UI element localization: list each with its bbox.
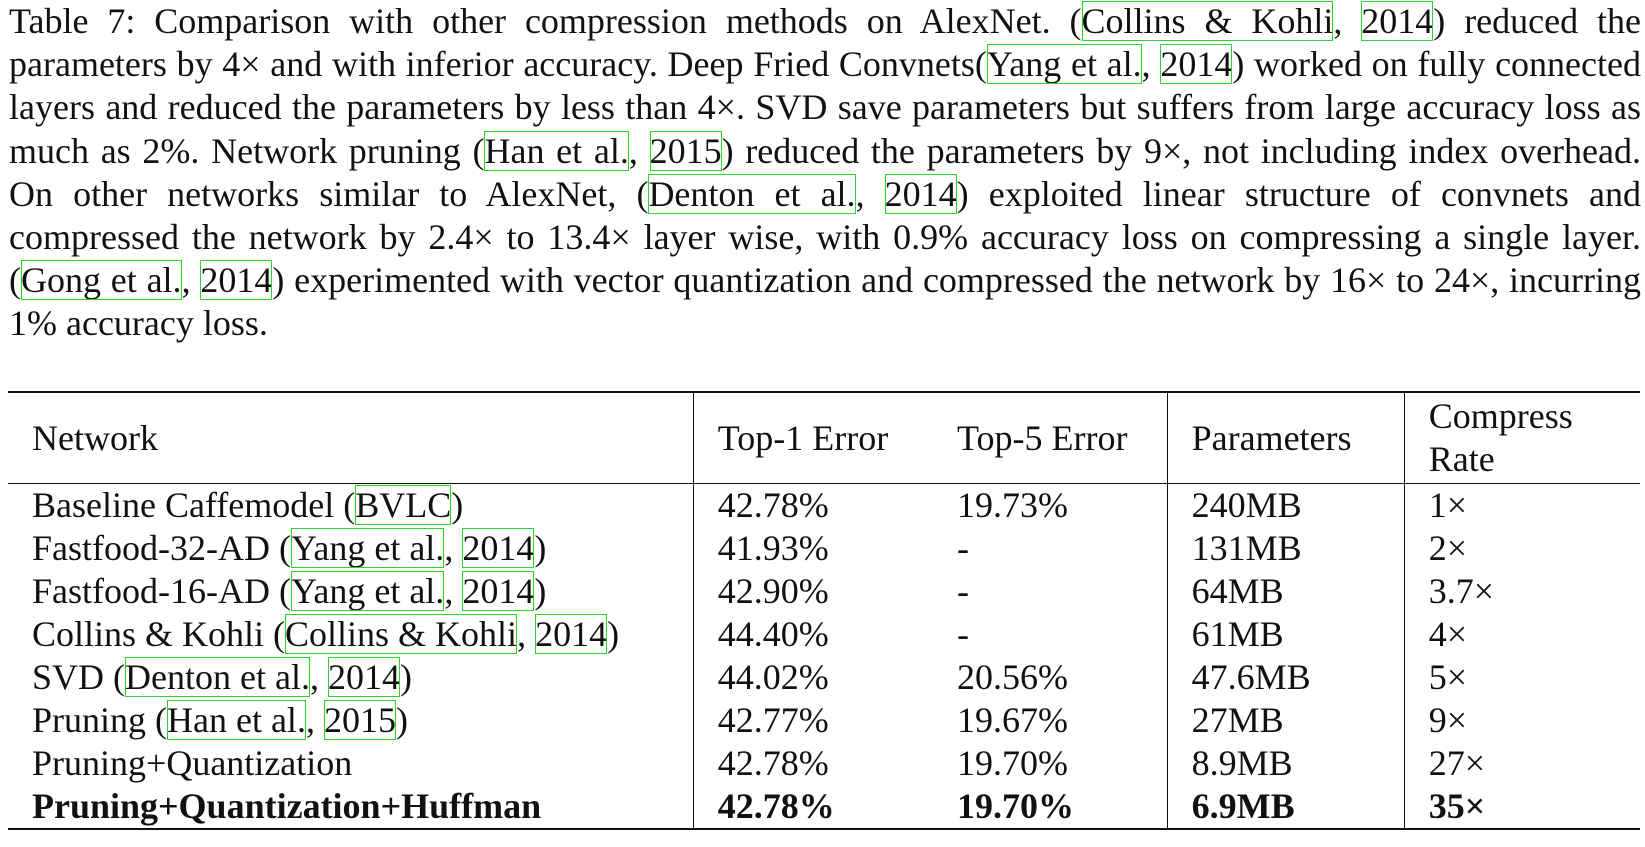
citation-link[interactable]: Han et al. <box>484 130 629 171</box>
header-network: Network <box>8 392 693 484</box>
citation-separator: , <box>444 571 463 611</box>
header-parameters: Parameters <box>1167 392 1404 484</box>
header-compress-rate-line1: Compress <box>1428 396 1573 436</box>
cell-top1: 42.78% <box>717 786 835 826</box>
cell-params: 6.9MB <box>1167 785 1404 829</box>
citation-link[interactable]: 2015 <box>649 130 722 171</box>
cell-rate: 35× <box>1428 786 1486 826</box>
caption-text: ) reduced the parameters by 9×, not including index overhead. On other networks similar to AlexNet, ( <box>9 130 1642 214</box>
citation-link[interactable]: Collins & Kohli <box>285 614 518 654</box>
citation-link[interactable]: 2014 <box>462 571 535 611</box>
table-row <box>8 527 1640 570</box>
network-name: Pruning ( <box>32 700 167 740</box>
citation-link[interactable]: 2014 <box>462 528 535 568</box>
network-close: ) <box>451 485 464 525</box>
citation-separator: , <box>444 528 463 568</box>
citation-link[interactable]: 2014 <box>200 260 273 301</box>
cell-top5: 20.56% <box>933 656 1167 699</box>
network-name: Pruning+Quantization+Huffman <box>32 786 542 826</box>
citation-link[interactable]: 2014 <box>1361 1 1434 41</box>
caption-text: , <box>628 130 650 171</box>
caption-text: Table 7: Comparison with other compression methods on AlexNet. ( <box>9 1 1082 41</box>
cell-network <box>8 570 693 613</box>
cell-rate: 3.7× <box>1428 571 1495 611</box>
citation-link[interactable]: Denton et al. <box>648 173 856 214</box>
citation-link[interactable]: Han et al. <box>167 700 306 740</box>
network-close: ) <box>607 614 620 654</box>
cell-top5: - <box>933 527 1167 570</box>
network-name: SVD ( <box>32 657 126 697</box>
caption-text: ) exploited linear structure of convnets and compressed the network by 2.4× to 13.4× layer wise, with 0.9% accuracy loss on compressing a single layer. ( <box>9 173 1641 301</box>
cell-top1: 42.78% <box>717 743 829 783</box>
table-row <box>8 742 1640 785</box>
network-close: ) <box>534 528 547 568</box>
cell-params: 131MB <box>1167 527 1404 570</box>
caption-text: ) reduced the parameters by 4× and with inferior accuracy. Deep Fried Convnets( <box>9 1 1642 85</box>
cell-top1: 44.02% <box>717 657 829 697</box>
cell-top1: 42.77% <box>717 700 829 740</box>
cell-top1: 44.40% <box>717 614 829 654</box>
citation-link[interactable]: Denton et al. <box>125 657 310 697</box>
cell-rate: 4× <box>1428 614 1468 654</box>
cell-network <box>8 613 693 656</box>
network-name: Fastfood-16-AD ( <box>32 571 291 611</box>
cell-rate: 5× <box>1428 657 1468 697</box>
cell-rate: 9× <box>1428 700 1468 740</box>
network-name: Collins & Kohli ( <box>32 614 286 654</box>
citation-link[interactable]: 2014 <box>327 657 400 697</box>
citation-separator: , <box>305 700 324 740</box>
cell-network <box>8 484 693 528</box>
caption-text: ) worked on fully connected layers and reduced the parameters by less than 4×. SVD save parameters but suffers from large accuracy loss as much as 2%. Network pruning ( <box>9 44 1641 171</box>
network-close: ) <box>395 700 408 740</box>
cell-params: 64MB <box>1167 570 1404 613</box>
table-row <box>8 699 1640 742</box>
citation-link[interactable]: Yang et al. <box>290 528 445 568</box>
cell-top1: 42.90% <box>717 571 829 611</box>
cell-top5: 19.67% <box>933 699 1167 742</box>
network-close: ) <box>534 571 547 611</box>
cell-top5: 19.70% <box>933 785 1167 829</box>
citation-link[interactable]: 2014 <box>1160 44 1233 85</box>
citation-link[interactable]: 2014 <box>884 173 957 214</box>
table-row <box>8 656 1640 699</box>
citation-link[interactable]: BVLC <box>355 485 452 525</box>
cell-params: 47.6MB <box>1167 656 1404 699</box>
table-row-best <box>8 785 1640 829</box>
citation-link[interactable]: Yang et al. <box>290 571 445 611</box>
table-header-row <box>8 392 1640 484</box>
cell-top5: - <box>933 570 1167 613</box>
cell-network <box>8 699 693 742</box>
cell-rate: 1× <box>1428 485 1468 525</box>
cell-params: 61MB <box>1167 613 1404 656</box>
network-name: Fastfood-32-AD ( <box>32 528 291 568</box>
cell-params: 8.9MB <box>1167 742 1404 785</box>
network-close: ) <box>399 657 412 697</box>
header-top1-error: Top-1 Error <box>717 417 889 458</box>
cell-network <box>8 742 693 785</box>
citation-link[interactable]: Yang et al. <box>986 44 1142 85</box>
table-row <box>8 570 1640 613</box>
network-name: Baseline Caffemodel ( <box>32 485 356 525</box>
cell-top5: 19.70% <box>933 742 1167 785</box>
table-row <box>8 484 1640 528</box>
cell-network <box>8 785 693 829</box>
caption-text: ) experimented with vector quantization and compressed the network by 16× to 24×, incurring 1% accuracy loss. <box>9 260 1641 344</box>
network-name: Pruning+Quantization <box>32 743 353 783</box>
caption-text: , <box>855 173 885 214</box>
cell-top1: 42.78% <box>717 485 829 525</box>
citation-link[interactable]: 2015 <box>323 700 396 740</box>
citation-separator: , <box>309 657 328 697</box>
caption-text: , <box>1333 1 1362 41</box>
citation-link[interactable]: Collins & Kohli <box>1081 1 1334 41</box>
citation-link[interactable]: 2014 <box>535 614 608 654</box>
cell-top5: 19.73% <box>933 484 1167 528</box>
caption-text: , <box>181 260 201 301</box>
cell-top5: - <box>933 613 1167 656</box>
caption-text: , <box>1141 44 1161 85</box>
cell-network <box>8 527 693 570</box>
citation-link[interactable]: Gong et al. <box>21 260 182 301</box>
cell-top1: 41.93% <box>717 528 829 568</box>
table-caption <box>9 0 1641 346</box>
citation-separator: , <box>517 614 536 654</box>
cell-rate: 2× <box>1428 528 1468 568</box>
header-top5-error: Top-5 Error <box>933 392 1167 484</box>
comparison-table <box>8 391 1640 830</box>
cell-params: 240MB <box>1167 484 1404 528</box>
cell-params: 27MB <box>1167 699 1404 742</box>
cell-rate: 27× <box>1428 743 1486 783</box>
header-compress-rate <box>1404 392 1640 484</box>
cell-network <box>8 656 693 699</box>
header-compress-rate-line2: Rate <box>1428 439 1495 479</box>
table-row <box>8 613 1640 656</box>
